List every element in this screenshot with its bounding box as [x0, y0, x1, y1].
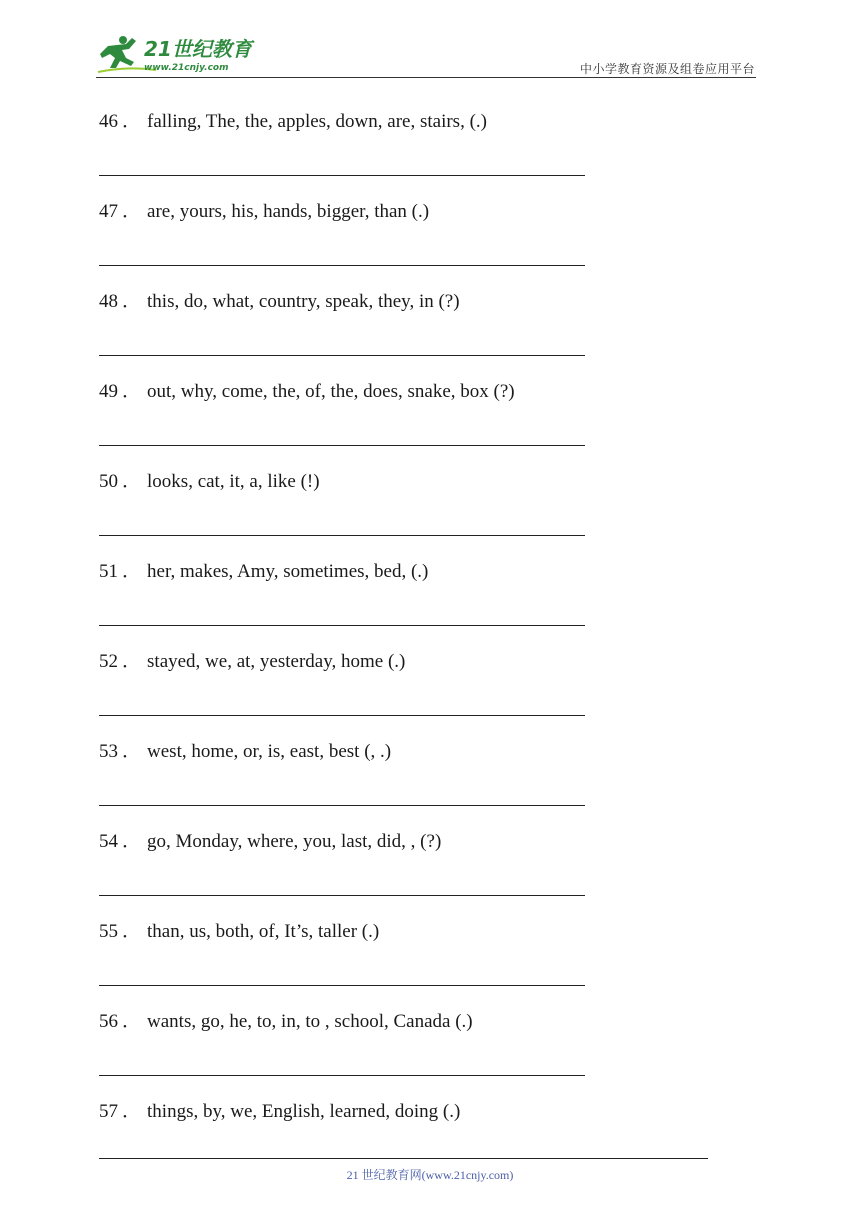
- platform-name: 中小学教育资源及组卷应用平台: [579, 62, 755, 76]
- question-separator: ．: [122, 1011, 142, 1032]
- question-separator: ．: [122, 921, 142, 942]
- question-separator: ．: [122, 1101, 142, 1122]
- answer-line[interactable]: [99, 535, 585, 536]
- answer-line[interactable]: [99, 805, 585, 806]
- question-item: [99, 561, 428, 583]
- question-text: wants, go, he, to, in, to , school, Canada (.): [147, 1011, 473, 1032]
- question-item: [99, 921, 379, 943]
- question-item: [99, 831, 441, 853]
- question-separator: ．: [122, 741, 142, 762]
- question-number: 46: [99, 111, 118, 132]
- question-number: 47: [99, 201, 118, 222]
- question-text: things, by, we, English, learned, doing (.): [147, 1101, 461, 1122]
- logo-url: www.21cnjy.com: [144, 63, 229, 73]
- question-item: [99, 111, 487, 133]
- question-number: 52: [99, 651, 118, 672]
- question-separator: ．: [122, 561, 142, 582]
- question-number: 50: [99, 471, 118, 492]
- question-item: [99, 381, 515, 403]
- footer-divider: [99, 1158, 708, 1159]
- question-number: 51: [99, 561, 118, 582]
- question-item: [99, 651, 405, 673]
- question-text: out, why, come, the, of, the, does, snake, box (?): [147, 381, 515, 402]
- question-text: this, do, what, country, speak, they, in (?): [147, 291, 460, 312]
- question-item: [99, 741, 391, 763]
- question-number: 48: [99, 291, 118, 312]
- answer-line[interactable]: [99, 175, 585, 176]
- question-item: [99, 1011, 473, 1033]
- question-text: west, home, or, is, east, best (, .): [147, 741, 392, 762]
- question-number: 57: [99, 1101, 118, 1122]
- question-number: 53: [99, 741, 118, 762]
- question-text: go, Monday, where, you, last, did, , (?): [147, 831, 442, 852]
- question-number: 49: [99, 381, 118, 402]
- answer-line[interactable]: [99, 625, 585, 626]
- question-text: stayed, we, at, yesterday, home (.): [147, 651, 406, 672]
- question-separator: ．: [122, 111, 142, 132]
- question-text: her, makes, Amy, sometimes, bed, (.): [147, 561, 429, 582]
- question-text: than, us, both, of, It’s, taller (.): [147, 921, 380, 942]
- question-separator: ．: [122, 651, 142, 672]
- answer-line[interactable]: [99, 355, 585, 356]
- answer-line[interactable]: [99, 1075, 585, 1076]
- question-item: [99, 1101, 460, 1123]
- question-separator: ．: [122, 201, 142, 222]
- question-text: are, yours, his, hands, bigger, than (.): [147, 201, 430, 222]
- question-separator: ．: [122, 831, 142, 852]
- question-item: [99, 201, 429, 223]
- question-separator: ．: [122, 291, 142, 312]
- footer-text: 21 世纪教育网(www.21cnjy.com): [346, 1168, 514, 1182]
- answer-line[interactable]: [99, 265, 585, 266]
- question-text: looks, cat, it, a, like (!): [147, 471, 320, 492]
- answer-line[interactable]: [99, 985, 585, 986]
- answer-line[interactable]: [99, 445, 585, 446]
- question-number: 54: [99, 831, 118, 852]
- question-separator: ．: [122, 471, 142, 492]
- question-separator: ．: [122, 381, 142, 402]
- answer-line[interactable]: [99, 895, 585, 896]
- answer-line[interactable]: [99, 715, 585, 716]
- question-number: 55: [99, 921, 118, 942]
- question-item: [99, 291, 460, 313]
- logo-text: 21世纪教育: [144, 37, 252, 61]
- question-text: falling, The, the, apples, down, are, stairs, (.): [147, 111, 487, 132]
- question-number: 56: [99, 1011, 118, 1032]
- question-item: [99, 471, 320, 493]
